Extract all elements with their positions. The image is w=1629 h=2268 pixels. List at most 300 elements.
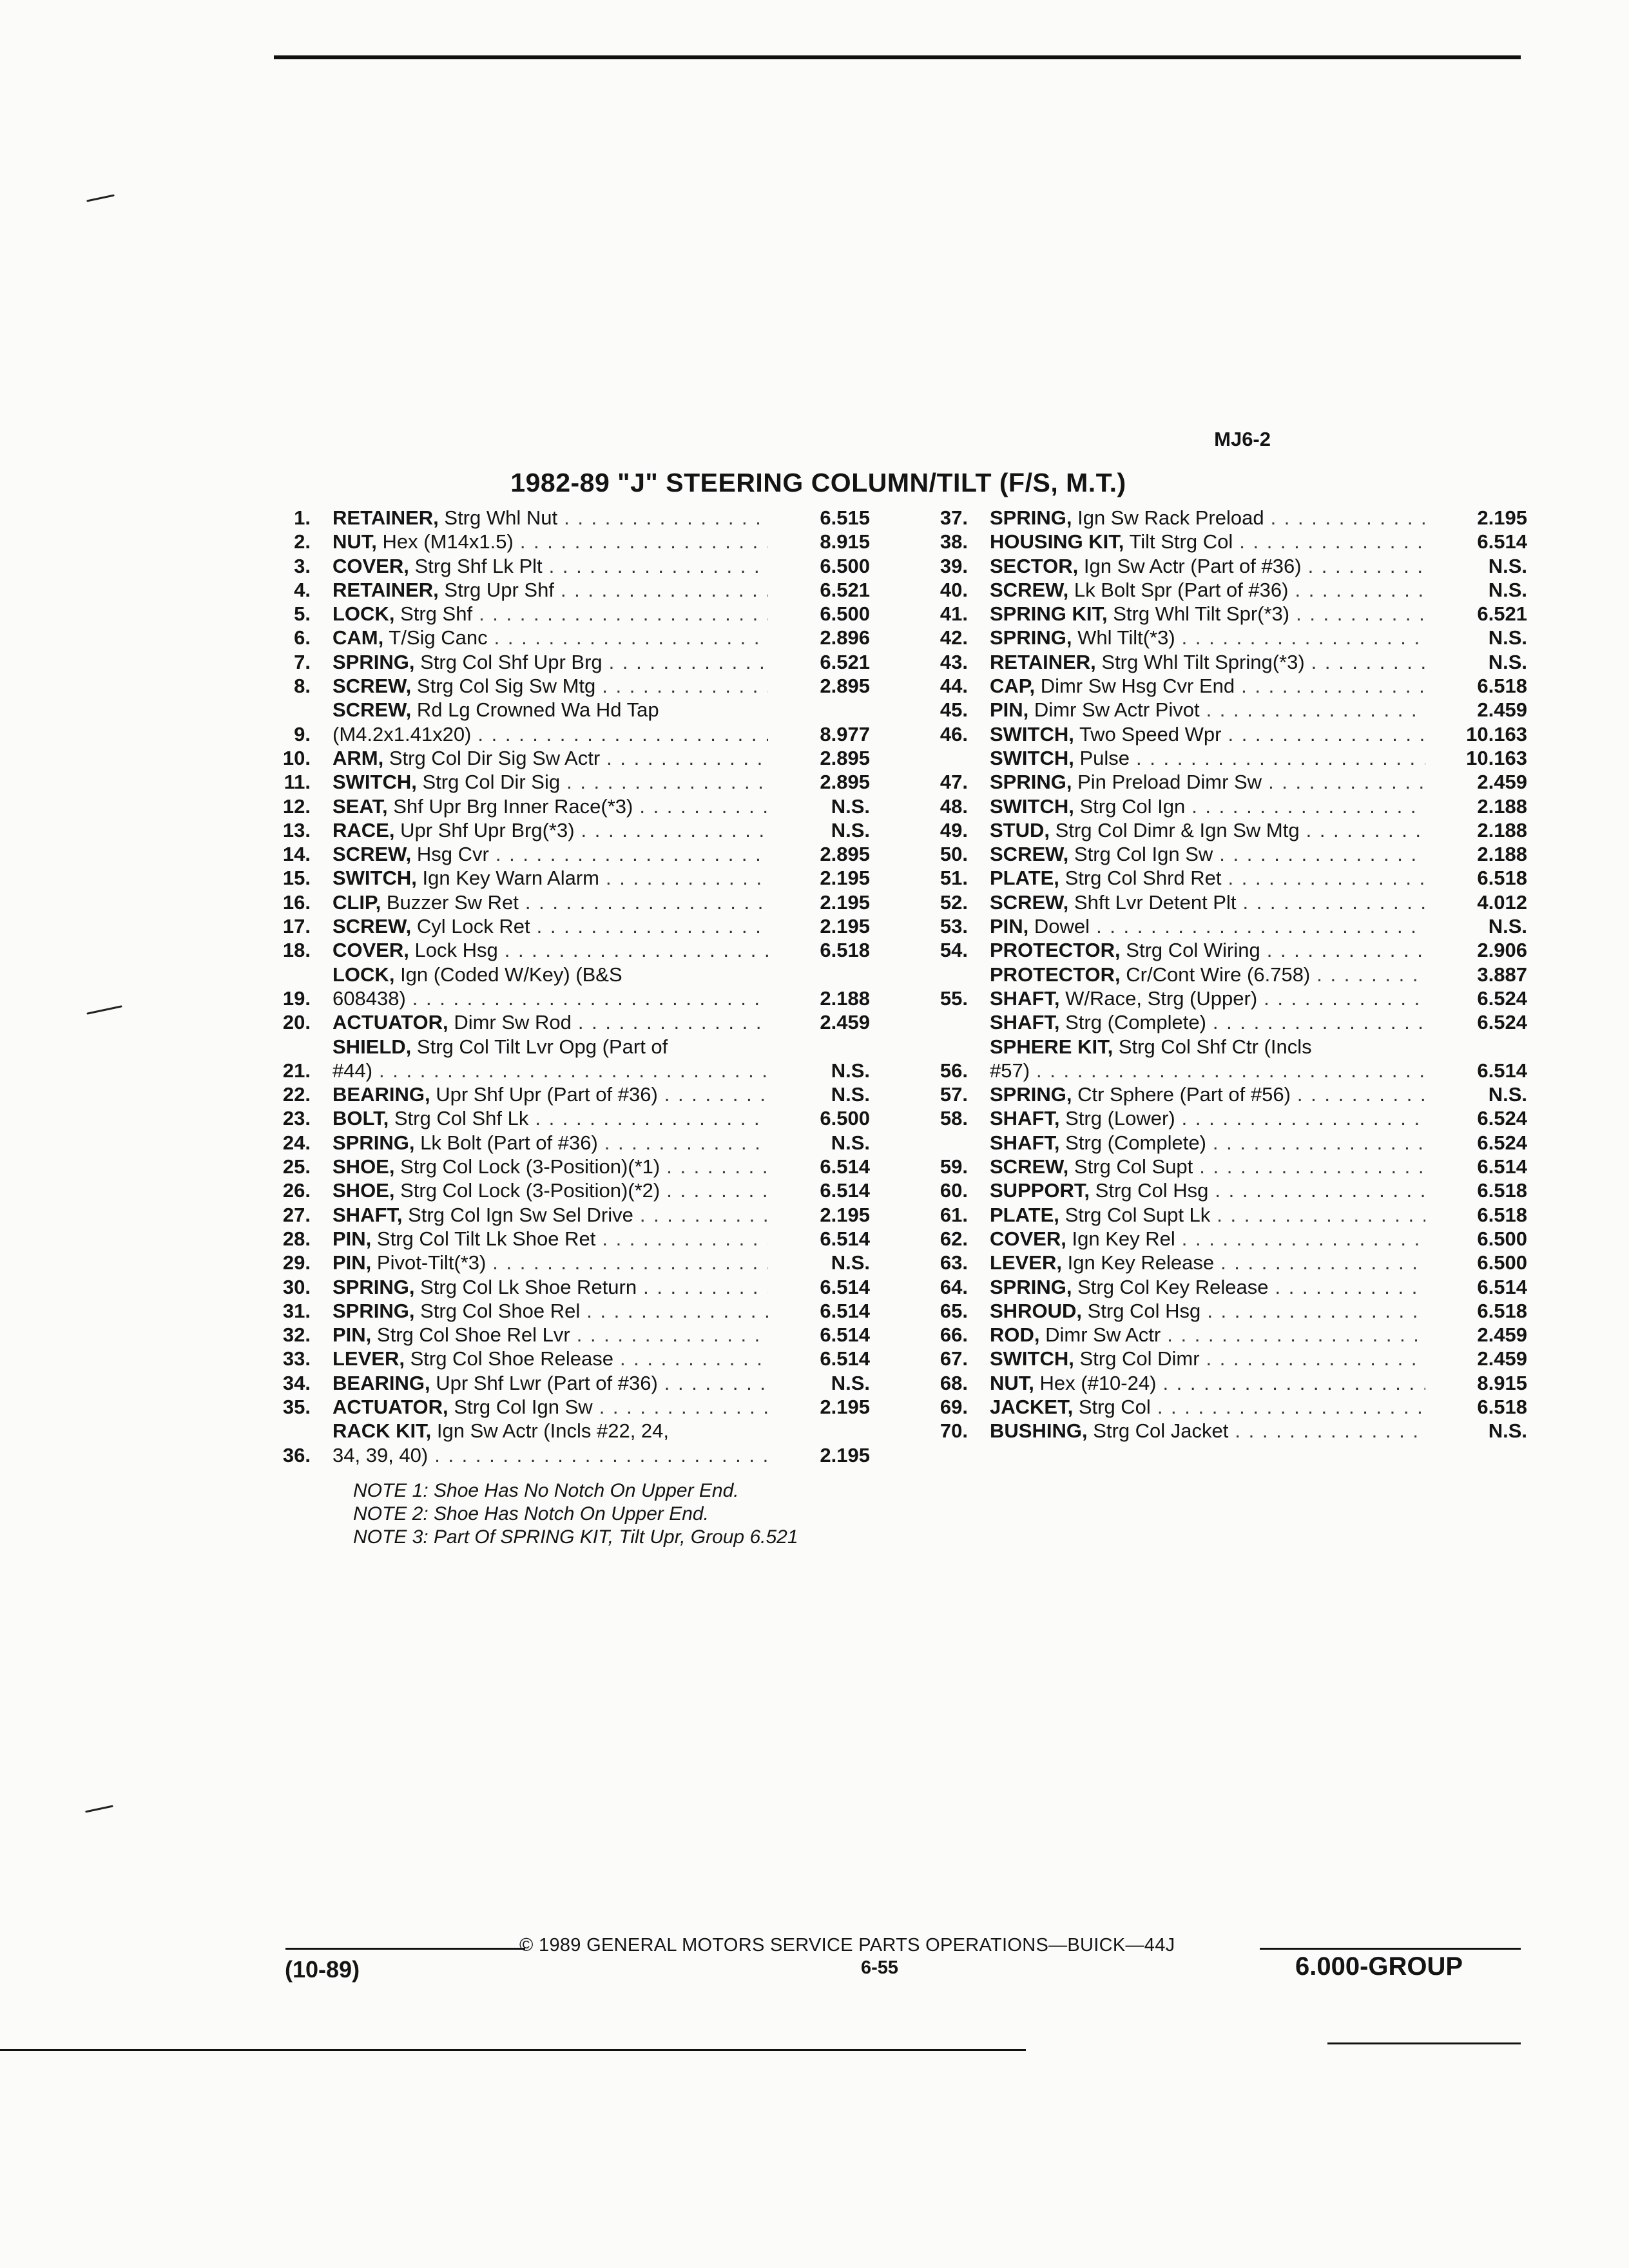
part-name: BEARING, [333,1083,430,1106]
part-description [990,674,1425,698]
part-name: SCREW, [333,675,412,698]
part-number: 8. [294,675,311,698]
part-group: N.S. [768,1059,870,1082]
part-number: 2. [294,530,311,553]
part-description [333,890,768,914]
part-group: 6.518 [1425,1203,1527,1227]
part-name: ACTUATOR, [333,1395,448,1418]
part-row [915,1010,1527,1034]
part-row [258,602,870,626]
part-detail: Strg Whl Nut [444,506,558,529]
part-row [915,650,1527,674]
part-description [990,506,1425,530]
part-description [990,578,1425,602]
part-description [990,650,1425,674]
part-detail: Upr Shf Upr (Part of #36) [436,1083,658,1106]
part-row [915,1419,1527,1443]
part-description [990,1131,1425,1155]
part-row [915,1035,1527,1083]
part-group: 6.518 [1425,1395,1527,1419]
part-row [915,626,1527,649]
part-name: PIN, [990,915,1029,938]
part-number: 63. [940,1251,968,1274]
part-description [990,842,1425,866]
part-detail: Strg Col Dir Sig Sw Actr [389,746,601,769]
part-detail: Hex (M14x1.5) [382,530,514,553]
part-description [333,530,768,553]
part-number: 67. [940,1347,968,1370]
part-group: 2.895 [768,770,870,794]
part-row [915,506,1527,530]
part-detail: Pulse [1079,746,1130,769]
part-group: N.S. [1425,554,1527,578]
part-name: COVER, [333,939,409,962]
part-row [258,1251,870,1274]
part-detail: Cr/Cont Wire (6.758) [1126,963,1311,986]
part-name: NUT, [990,1371,1034,1394]
part-number: 61. [940,1203,968,1226]
part-row [258,626,870,649]
part-number: 47. [940,771,968,794]
part-group: N.S. [1425,578,1527,602]
part-detail: Strg Col Sig Sw Mtg [416,675,596,698]
part-detail: Strg Col Shrd Ret [1065,867,1222,890]
part-description [333,1131,768,1155]
part-group: 6.518 [1425,674,1527,698]
part-detail: Strg Col Hsg [1087,1299,1201,1322]
part-row [915,866,1527,890]
part-description [333,1347,768,1370]
part-number: 20. [282,1011,311,1034]
part-group: 6.518 [1425,1178,1527,1202]
part-number: 10. [282,746,311,769]
part-name: HOUSING KIT, [990,530,1124,553]
part-description [990,890,1425,914]
part-name: SWITCH, [333,771,417,794]
part-name: CAP, [990,675,1036,698]
part-row [258,818,870,842]
part-name: RETAINER, [990,650,1096,673]
part-name: NUT, [333,530,377,553]
part-number: 64. [940,1275,968,1298]
part-description [333,818,768,842]
part-detail: Shft Lvr Detent Plt [1074,890,1237,914]
part-group: 2.195 [768,1443,870,1467]
part-number: 25. [282,1155,311,1178]
part-row [915,963,1527,986]
part-group: N.S. [1425,1082,1527,1106]
part-row [915,1323,1527,1347]
part-detail: Strg Col Wiring [1126,939,1260,962]
part-detail: Rd Lg Crowned Wa Hd Tap (M4.2x1.41x20) [333,698,659,745]
part-row [915,698,1527,722]
part-number: 27. [282,1203,311,1226]
part-number: 4. [294,578,311,601]
part-row [258,530,870,553]
part-name: SWITCH, [990,1347,1074,1370]
part-detail: Strg Col Ign Sw [454,1395,593,1418]
part-name: SCREW, [990,890,1069,914]
part-description [333,1275,768,1299]
part-detail: Lock Hsg [414,939,498,962]
part-row [915,746,1527,770]
part-name: SCREW, [990,1155,1069,1178]
part-group: 8.915 [768,530,870,553]
part-detail: Strg Col Tilt Lvr Opg (Part of #44) [333,1035,668,1082]
part-detail: Strg Col Ign Sw [1074,843,1213,866]
part-description [990,1203,1425,1227]
part-detail: Strg Upr Shf [444,578,554,601]
part-name: PLATE, [990,1203,1059,1226]
part-name: PROTECTOR, [990,939,1121,962]
part-group: 6.515 [768,506,870,530]
part-number: 22. [282,1083,311,1106]
part-detail: Dimr Sw Actr [1045,1323,1161,1347]
part-detail: Buzzer Sw Ret [386,890,519,914]
part-name: PIN, [333,1323,372,1347]
part-description [990,866,1425,890]
part-row [915,1299,1527,1323]
part-description [990,698,1425,722]
part-detail: Strg Col Tilt Lk Shoe Ret [376,1227,596,1250]
part-description [333,626,768,649]
part-detail: Ign Sw Rack Preload [1077,506,1264,529]
part-row [258,1347,870,1370]
part-detail: Strg (Lower) [1065,1107,1175,1130]
part-number: 43. [940,650,968,673]
part-description [990,602,1425,626]
part-number: 13. [282,818,311,841]
part-row [915,722,1527,746]
top-rule [274,55,1521,59]
part-row [258,1178,870,1202]
part-number: 33. [282,1347,311,1370]
part-name: PLATE, [990,867,1059,890]
part-group: 6.514 [768,1155,870,1178]
parts-list-left [258,506,870,1467]
part-group: 6.500 [1425,1251,1527,1274]
part-number: 16. [282,890,311,914]
part-detail: Whl Tilt(*3) [1077,626,1175,649]
part-name: SPRING, [990,1083,1072,1106]
part-number: 62. [940,1227,968,1250]
part-detail: Strg Col Dimr & Ign Sw Mtg [1055,818,1300,841]
part-row [915,554,1527,578]
part-name: LEVER, [990,1251,1062,1274]
part-number: 48. [940,794,968,818]
part-name: LOCK, [333,963,395,986]
part-number: 18. [282,939,311,962]
part-row [258,1275,870,1299]
part-number: 3. [294,554,311,577]
part-name: SHOE, [333,1155,395,1178]
part-row [258,674,870,698]
part-description [333,554,768,578]
part-description [333,1227,768,1251]
part-name: SHAFT, [333,1203,403,1226]
part-description [990,1395,1425,1419]
part-detail: Ign Key Release [1067,1251,1215,1274]
part-number: 50. [940,843,968,866]
part-group: 6.500 [1425,1227,1527,1251]
part-group: N.S. [1425,914,1527,938]
part-number: 59. [940,1155,968,1178]
part-name: SECTOR, [990,554,1079,577]
part-number: 40. [940,578,968,601]
part-description [333,866,768,890]
part-group: 6.514 [768,1323,870,1347]
part-name: COVER, [990,1227,1066,1250]
part-name: JACKET, [990,1395,1074,1418]
part-name: BEARING, [333,1371,430,1394]
part-detail: Strg Col Ign [1079,794,1186,818]
part-group: 6.514 [768,1178,870,1202]
part-group: 2.906 [1425,938,1527,962]
part-group: 6.514 [1425,1059,1527,1082]
part-number: 38. [940,530,968,553]
part-name: SEAT, [333,794,388,818]
part-row [915,1155,1527,1178]
part-number: 31. [282,1299,311,1322]
part-row [258,794,870,818]
part-detail: Strg Col Jacket [1093,1419,1229,1443]
part-number: 30. [282,1275,311,1298]
part-row [258,1203,870,1227]
part-name: LEVER, [333,1347,405,1370]
part-detail: Strg Col Shoe Release [410,1347,613,1370]
part-detail: Ign Key Rel [1072,1227,1175,1250]
footer-rule-right [1260,1948,1521,1950]
part-detail: Two Speed Wpr [1079,722,1222,745]
part-name: PIN, [333,1227,372,1250]
part-group: N.S. [768,794,870,818]
part-name: SPRING, [990,506,1072,529]
part-row [915,794,1527,818]
part-number: 53. [940,915,968,938]
part-detail: Dowel [1034,915,1090,938]
part-name: SPHERE KIT, [990,1035,1113,1058]
part-number: 19. [282,986,311,1010]
part-description [333,1178,768,1202]
part-detail: Dimr Sw Actr Pivot [1034,698,1200,722]
bottom-rule-right [1327,2042,1521,2044]
part-row [915,674,1527,698]
part-group: 6.524 [1425,1106,1527,1130]
part-name: SUPPORT, [990,1179,1090,1202]
footer-group: 6.000-GROUP [1295,1952,1463,1981]
part-detail: Cyl Lock Ret [416,915,530,938]
part-description [990,1155,1425,1178]
part-number: 11. [284,771,311,794]
part-row [258,1035,870,1083]
part-row [258,963,870,1011]
part-description [333,938,768,962]
part-description [333,1371,768,1395]
part-name: SWITCH, [333,867,417,890]
part-detail: Strg Col Shf Ctr (Incls #57) [990,1035,1312,1082]
part-row [915,938,1527,962]
part-detail: Pivot-Tilt(*3) [376,1251,487,1274]
part-description [333,842,768,866]
part-description [333,794,768,818]
part-group: 6.514 [768,1275,870,1299]
part-name: SPRING, [990,771,1072,794]
part-row [258,866,870,890]
part-name: SCREW, [333,915,412,938]
part-name: COVER, [333,554,409,577]
part-name: SWITCH, [990,794,1074,818]
part-description [333,1082,768,1106]
part-group: N.S. [768,1371,870,1395]
part-description [990,1106,1425,1130]
part-group: 6.514 [768,1347,870,1370]
part-number: 9. [294,722,311,745]
footer-date: (10-89) [285,1956,360,1983]
part-row [915,1371,1527,1395]
part-name: SHAFT, [990,1107,1060,1130]
part-name: PIN, [990,698,1029,722]
part-description [990,1082,1425,1106]
part-description [990,1371,1425,1395]
note-3: NOTE 3: Part Of SPRING KIT, Tilt Upr, Group 6.521 [353,1526,798,1548]
part-description [990,1299,1425,1323]
part-detail: Upr Shf Upr Brg(*3) [400,818,575,841]
part-detail: Strg (Complete) [1065,1011,1206,1034]
part-detail: Strg Col [1078,1395,1151,1418]
part-number: 65. [940,1299,968,1322]
part-group: N.S. [768,818,870,842]
part-row [915,842,1527,866]
part-name: RETAINER, [333,506,439,529]
scan-mark [85,1805,113,1812]
part-group: 6.514 [1425,1275,1527,1299]
part-group: 6.524 [1425,986,1527,1010]
part-name: LOCK, [333,602,395,626]
part-group: 6.521 [1425,602,1527,626]
part-detail: Strg Col Ign Sw Sel Drive [408,1203,633,1226]
part-name: SCREW, [333,698,412,722]
part-number: 52. [940,890,968,914]
part-number: 56. [940,1059,968,1082]
part-number: 14. [282,843,311,866]
part-group: 6.500 [768,602,870,626]
part-group: 3.887 [1425,963,1527,986]
part-description [990,938,1425,962]
part-detail: Shf Upr Brg Inner Race(*3) [393,794,633,818]
part-name: SWITCH, [990,722,1074,745]
part-description [333,770,768,794]
part-name: SHOE, [333,1179,395,1202]
part-description [990,1035,1425,1083]
part-row [258,890,870,914]
part-group: N.S. [768,1251,870,1274]
part-description [990,1010,1425,1034]
part-row [258,1419,870,1467]
part-number: 45. [940,698,968,722]
part-detail: Strg Col Key Release [1077,1275,1269,1298]
part-row [258,1323,870,1347]
part-detail: Lk Bolt (Part of #36) [420,1131,598,1154]
part-name: ROD, [990,1323,1040,1347]
part-group: 2.195 [768,1203,870,1227]
part-number: 29. [282,1251,311,1274]
part-row [258,650,870,674]
note-2: NOTE 2: Shoe Has Notch On Upper End. [353,1503,709,1524]
part-detail: Strg Col Supt [1074,1155,1193,1178]
part-name: BUSHING, [990,1419,1088,1443]
part-description [333,1035,768,1083]
part-name: SPRING, [333,650,415,673]
part-number: 6. [294,626,311,649]
part-row [915,1251,1527,1274]
part-number: 39. [940,554,968,577]
part-detail: Strg Col Lock (3-Position)(*1) [400,1155,660,1178]
part-group: 6.521 [768,650,870,674]
part-detail: Strg Col Shf Upr Brg [420,650,602,673]
part-group: 2.188 [1425,842,1527,866]
part-name: PIN, [333,1251,372,1274]
part-group: 2.895 [768,746,870,770]
part-number: 1. [294,506,311,529]
part-row [915,1106,1527,1130]
part-group: N.S. [768,1082,870,1106]
part-detail: Hex (#10-24) [1039,1371,1157,1394]
part-detail: Strg Col Dimr [1079,1347,1200,1370]
part-detail: Lk Bolt Spr (Part of #36) [1074,578,1289,601]
part-row [258,938,870,962]
part-name: BOLT, [333,1107,389,1130]
part-row [915,1395,1527,1419]
part-group: 2.195 [1425,506,1527,530]
part-detail: T/Sig Canc [389,626,488,649]
part-name: SWITCH, [990,746,1074,769]
part-description [990,1323,1425,1347]
part-name: SHAFT, [990,1131,1060,1154]
part-group: 2.195 [768,866,870,890]
part-description [333,1299,768,1323]
part-detail: Strg Whl Tilt Spring(*3) [1101,650,1305,673]
part-detail: Ign Sw Actr (Part of #36) [1083,554,1302,577]
part-detail: Tilt Strg Col [1129,530,1233,553]
part-name: SPRING, [333,1299,415,1322]
part-group: 2.188 [1425,818,1527,842]
part-description [333,1395,768,1419]
part-group: 2.188 [1425,794,1527,818]
footer-page-number: 6-55 [861,1957,899,1978]
part-group: 6.518 [1425,1299,1527,1323]
part-detail: Strg Col Shoe Rel Lvr [376,1323,570,1347]
part-description [990,963,1425,986]
part-row [258,1227,870,1251]
part-group: 6.518 [1425,866,1527,890]
part-row [915,1275,1527,1299]
part-description [990,1251,1425,1274]
part-description [333,1203,768,1227]
part-row [258,698,870,746]
part-detail: W/Race, Strg (Upper) [1065,986,1258,1010]
part-description [333,1323,768,1347]
part-number: 17. [282,915,311,938]
part-name: SCREW, [990,578,1069,601]
part-group: 6.518 [768,938,870,962]
part-description [990,794,1425,818]
part-detail: Upr Shf Lwr (Part of #36) [436,1371,658,1394]
note-1: NOTE 1: Shoe Has No Notch On Upper End. [353,1480,739,1501]
part-row [258,1082,870,1106]
part-group: 6.514 [1425,1155,1527,1178]
part-name: SHAFT, [990,1011,1060,1034]
part-row [915,1347,1527,1370]
